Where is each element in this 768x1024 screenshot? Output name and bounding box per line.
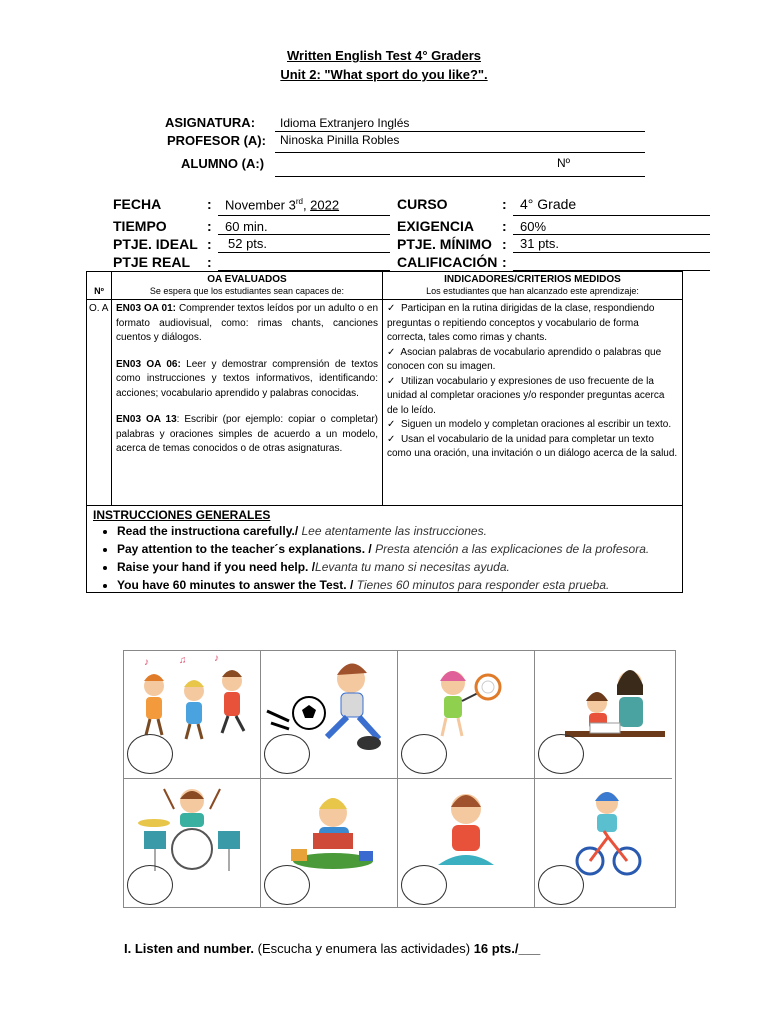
picture-kids-dancing [124, 651, 261, 779]
picture-boy-meditating [398, 779, 535, 907]
section-points: 16 pts./___ [473, 941, 541, 956]
section-title: I. Listen and number. [124, 941, 255, 956]
indicator-item: ✓ Asocian palabras de vocabulario aprendido o palabras que conocen con su imagen. [387, 346, 662, 372]
instruction-item: • You have 60 minutes to answer the Test. / Tienes 60 minutos para responder esta prueba. [117, 576, 649, 594]
tiempo-label: TIEMPO [113, 218, 167, 234]
indicator-item: ✓ Usan el vocabulario de la unidad para completar un texto como una oración, una invitación o un diálogo acerca de la salud. [387, 433, 678, 459]
picture-kid-cycling [535, 779, 672, 907]
number-circle[interactable] [127, 865, 173, 905]
numero-label: Nº [557, 156, 571, 170]
oa-item: EN03 OA 01: Comprender textos leídos por un adulto o en formato audiovisual, como: rimas chants, canciones cuentos y diálogos. [116, 303, 379, 343]
col-oa-header: OA EVALUADOS Se espera que los estudiantes sean capaces de: [112, 272, 383, 300]
oa-list [112, 300, 383, 506]
section-listen-number [124, 941, 540, 956]
indicator-list [383, 300, 683, 506]
instruction-item: • Raise your hand if you need help. /Levanta tu mano si necesitas ayuda. [117, 558, 649, 576]
number-circle[interactable] [264, 734, 310, 774]
curso-value: 4° Grade [520, 196, 577, 212]
indicator-item: ✓ Utilizan vocabulario y expresiones de uso frecuente de la unidad al completar oraciones y/o responder preguntas acerca de lo leído. [387, 375, 665, 416]
instruction-item: • Pay attention to the teacher´s explanations. / Presta atención a las explicaciones de la profesora. [117, 540, 649, 558]
number-circle[interactable] [401, 865, 447, 905]
instructions-list [95, 522, 649, 594]
number-circle[interactable] [401, 734, 447, 774]
profesor-value: Ninoska Pinilla Robles [280, 133, 400, 147]
oa-table [86, 271, 683, 506]
check-icon: ✓ [387, 419, 396, 430]
fecha-label: FECHA [113, 196, 162, 212]
svg-text:♫: ♫ [179, 655, 187, 666]
indicator-item: ✓ Siguen un modelo y completan oraciones al escribir un texto. [387, 419, 672, 430]
asignatura-label: ASIGNATURA: [165, 115, 256, 130]
picture-boy-soccer [261, 651, 398, 779]
instructions-box [86, 506, 683, 593]
picture-teacher-student [535, 651, 672, 779]
calificacion-label: CALIFICACIÓN [397, 254, 498, 270]
asignatura-value: Idioma Extranjero Inglés [280, 116, 410, 130]
number-circle[interactable] [538, 865, 584, 905]
svg-text:♪: ♪ [214, 653, 219, 664]
instructions-title: INSTRUCCIONES GENERALES [93, 508, 271, 522]
section-subtitle: (Escucha y enumera las actividades) [254, 941, 474, 956]
check-icon: ✓ [387, 303, 396, 314]
ptje-minimo-label: PTJE. MÍNIMO [397, 236, 492, 252]
number-circle[interactable] [264, 865, 310, 905]
oa-item: EN03 OA 06: Leer y demostrar comprensión de textos como instrucciones y textos informativos, identificando: acciones; vocabulario aprendido y palabras conocidas. [116, 358, 378, 399]
unit-title: Unit 2: "What sport do you like?". [280, 67, 488, 82]
number-circle[interactable] [127, 734, 173, 774]
row-num: O. A [87, 300, 112, 506]
test-title: Written English Test 4° Graders [287, 48, 481, 63]
exigencia-value: 60% [520, 219, 547, 234]
indicator-item: ✓ Participan en la rutina dirigidas de la clase, respondiendo preguntas o repitiendo conceptos y vocabulario de forma correcta, tales como rimas y chants. [387, 303, 655, 343]
picture-grid [123, 650, 676, 908]
col-indicators-header: INDICADORES/CRITERIOS MEDIDOS Los estudiantes que han alcanzado este aprendizaje: [383, 272, 683, 300]
fecha-value: November 3rd, 2022 [225, 197, 340, 213]
check-icon: ✓ [387, 375, 396, 387]
check-icon: ✓ [387, 346, 396, 358]
oa-item: EN03 OA 13: Escribir (por ejemplo: copiar o completar) palabras y oraciones simples de acuerdo a un modelo, acerca de temas conocidos o de otras asignaturas. [116, 414, 378, 454]
ptje-ideal-value: 52 pts. [228, 236, 268, 251]
svg-text:♪: ♪ [144, 657, 149, 668]
picture-boy-drums [124, 779, 261, 907]
curso-label: CURSO [397, 196, 448, 212]
tiempo-value: 60 min. [225, 219, 268, 234]
number-circle[interactable] [538, 734, 584, 774]
ptje-minimo-value: 31 pts. [520, 236, 560, 251]
profesor-label: PROFESOR (A): [167, 133, 266, 148]
check-icon: ✓ [387, 433, 396, 445]
col-num-header: Nº [87, 272, 112, 300]
picture-girl-tennis [398, 651, 535, 779]
ptje-ideal-label: PTJE. IDEAL [113, 236, 198, 252]
alumno-label: ALUMNO (A:) [181, 156, 265, 171]
instruction-item: • Read the instructiona carefully./ Lee atentamente las instrucciones. [117, 522, 649, 540]
ptje-real-label: PTJE REAL [113, 254, 191, 270]
picture-boy-reading [261, 779, 398, 907]
exigencia-label: EXIGENCIA [397, 218, 475, 234]
